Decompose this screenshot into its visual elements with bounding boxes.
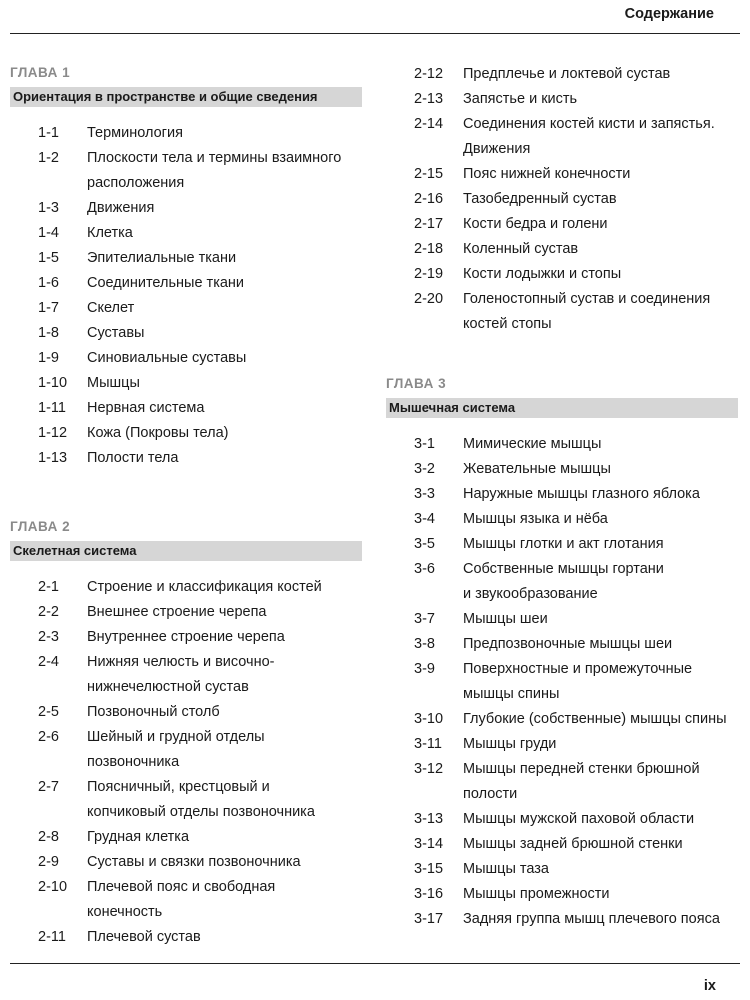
toc-entry-title — [463, 432, 738, 457]
chapter-3 — [386, 373, 738, 932]
toc-entry — [10, 446, 362, 471]
toc-entry-number: 1-8 — [38, 325, 59, 341]
toc-entry-title-line: Мышцы передней стенки брюшной — [463, 761, 700, 777]
toc-entry-title-line: Скелет — [87, 300, 135, 316]
toc-entry — [10, 146, 362, 196]
toc-entry-number: 1-11 — [38, 400, 66, 416]
toc-entry-title-line: Синовиальные суставы — [87, 350, 247, 366]
toc-entry-title — [87, 775, 362, 825]
toc-entry-title-line: Позвоночный столб — [87, 704, 220, 720]
toc-entry-title-line: Коленный сустав — [463, 241, 579, 257]
toc-entry-title — [463, 757, 738, 807]
toc-entry-title-line: костей стопы — [463, 316, 552, 332]
toc-entry-title-line: Плоскости тела и термины взаимного — [87, 150, 342, 166]
chapter-title: Мышечная система — [386, 398, 738, 418]
toc-entry-number: 2-20 — [414, 291, 444, 307]
toc-list — [386, 432, 738, 932]
toc-entry-number: 1-1 — [38, 125, 59, 141]
toc-entry — [10, 346, 362, 371]
toc-entry-title — [463, 62, 738, 87]
toc-entry-title-line: мышцы спины — [463, 686, 560, 702]
toc-entry — [386, 907, 738, 932]
toc-entry-title — [87, 875, 362, 925]
toc-entry-title-line: Мышцы таза — [463, 861, 549, 877]
toc-entry-title — [463, 557, 738, 607]
toc-entry-title-line: копчиковый отделы позвоночника — [87, 804, 315, 820]
toc-entry — [10, 650, 362, 700]
toc-entry — [10, 296, 362, 321]
toc-entry-number: 1-10 — [38, 375, 68, 391]
toc-entry — [10, 600, 362, 625]
toc-entry — [10, 775, 362, 825]
toc-entry-title-line: Полости тела — [87, 450, 179, 466]
toc-entry — [386, 237, 738, 262]
toc-entry-title-line: Голеностопный сустав и соединения — [463, 291, 711, 307]
toc-entry — [10, 925, 362, 950]
toc-entry-number: 2-14 — [414, 116, 444, 132]
toc-entry — [10, 321, 362, 346]
toc-entry-title — [87, 346, 362, 371]
toc-entry-title — [87, 146, 362, 196]
toc-entry-title — [463, 262, 738, 287]
toc-entry-title — [463, 457, 738, 482]
toc-entry-title — [87, 925, 362, 950]
toc-entry-number: 3-4 — [414, 511, 435, 527]
toc-entry-title — [87, 446, 362, 471]
toc-entry-title-line: Мышцы груди — [463, 736, 557, 752]
toc-entry-title-line: Поясничный, крестцовый и — [87, 779, 270, 795]
chapter-label: ГЛАВА 2 — [10, 519, 71, 534]
toc-entry-number: 3-17 — [414, 911, 444, 927]
toc-entry-title — [463, 657, 738, 707]
toc-entry-title-line: Соединения костей кисти и запястья. — [463, 116, 715, 132]
toc-entry-title-line: Мышцы задней брюшной стенки — [463, 836, 683, 852]
left-column — [10, 62, 362, 950]
toc-entry-number: 2-1 — [38, 579, 59, 595]
toc-entry — [386, 482, 738, 507]
toc-entry-title — [87, 600, 362, 625]
toc-entry-title — [463, 287, 738, 337]
toc-entry — [386, 112, 738, 162]
toc-entry-number: 2-4 — [38, 654, 59, 670]
toc-entry — [386, 212, 738, 237]
toc-list — [10, 575, 362, 950]
toc-entry-title-line: Соединительные ткани — [87, 275, 245, 291]
toc-entry-title-line: Грудная клетка — [87, 829, 190, 845]
toc-entry-number: 2-10 — [38, 879, 68, 895]
toc-entry-title — [87, 246, 362, 271]
toc-entry-title-line: Мышцы языка и нёба — [463, 511, 608, 527]
toc-entry-number: 3-5 — [414, 536, 435, 552]
toc-entry-number: 3-13 — [414, 811, 444, 827]
toc-entry — [10, 725, 362, 775]
toc-entry-title-line: Кости лодыжки и стопы — [463, 266, 622, 282]
toc-entry-number: 2-11 — [38, 929, 66, 945]
toc-entry-title-line: Строение и классификация костей — [87, 579, 322, 595]
toc-entry — [386, 707, 738, 732]
toc-entry-number: 3-1 — [414, 436, 435, 452]
toc-entry-title-line: Клетка — [87, 225, 133, 241]
toc-entry-number: 2-2 — [38, 604, 59, 620]
toc-entry — [10, 396, 362, 421]
toc-entry-title — [463, 162, 738, 187]
toc-entry-title-line: Мышцы промежности — [463, 886, 610, 902]
toc-entry-title-line: конечность — [87, 904, 163, 920]
toc-entry-title — [463, 632, 738, 657]
toc-entry-number: 2-7 — [38, 779, 59, 795]
toc-entry-title — [87, 700, 362, 725]
toc-entry-number: 2-19 — [414, 266, 444, 282]
toc-entry — [10, 121, 362, 146]
toc-list — [10, 121, 362, 471]
toc-entry — [386, 187, 738, 212]
chapter-label: ГЛАВА 3 — [386, 376, 447, 391]
toc-entry-number: 3-10 — [414, 711, 444, 727]
toc-entry-title-line: Суставы — [87, 325, 145, 341]
toc-entry-number: 2-12 — [414, 66, 444, 82]
toc-entry-title-line: Кости бедра и голени — [463, 216, 608, 232]
toc-entry-title-line: Мышцы — [87, 375, 140, 391]
toc-entry-title — [87, 271, 362, 296]
toc-entry-number: 2-6 — [38, 729, 59, 745]
toc-entry-title-line: Запястье и кисть — [463, 91, 578, 107]
toc-entry-number: 3-15 — [414, 861, 444, 877]
toc-entry-title — [87, 296, 362, 321]
chapter-label: ГЛАВА 1 — [10, 65, 71, 80]
toc-entry — [10, 371, 362, 396]
toc-entry-title-line: Внешнее строение черепа — [87, 604, 267, 620]
toc-list-continued — [386, 62, 738, 337]
toc-entry-title — [87, 371, 362, 396]
toc-entry-title-line: Наружные мышцы глазного яблока — [463, 486, 700, 502]
toc-entry-title-line: Глубокие (собственные) мышцы спины — [463, 711, 727, 727]
toc-entry-title-line: Суставы и связки позвоночника — [87, 854, 301, 870]
toc-entry-number: 2-13 — [414, 91, 444, 107]
toc-entry-title — [463, 212, 738, 237]
right-column — [386, 62, 738, 932]
toc-entry-number: 1-6 — [38, 275, 59, 291]
toc-entry-title-line: Пояс нижней конечности — [463, 166, 631, 182]
toc-entry — [10, 825, 362, 850]
toc-entry-title — [463, 607, 738, 632]
toc-entry — [386, 832, 738, 857]
toc-entry-title — [463, 237, 738, 262]
toc-entry-title-line: Нижняя челюсть и височно- — [87, 654, 275, 670]
toc-entry — [10, 625, 362, 650]
toc-entry-title — [463, 832, 738, 857]
toc-entry — [10, 875, 362, 925]
toc-entry — [10, 421, 362, 446]
toc-entry-number: 2-18 — [414, 241, 444, 257]
toc-entry — [386, 757, 738, 807]
toc-entry-title — [87, 396, 362, 421]
toc-entry-title — [87, 196, 362, 221]
chapter-title: Ориентация в пространстве и общие сведения — [10, 87, 362, 107]
toc-entry-title — [87, 825, 362, 850]
toc-entry-title — [87, 221, 362, 246]
toc-entry — [386, 632, 738, 657]
toc-entry-title-line: Внутреннее строение черепа — [87, 629, 285, 645]
page-header-title: Содержание — [624, 6, 714, 22]
toc-entry-title — [87, 121, 362, 146]
toc-entry-number: 2-17 — [414, 216, 444, 232]
toc-entry-title — [87, 421, 362, 446]
toc-entry-title — [463, 482, 738, 507]
toc-entry-title-line: и звукообразование — [463, 586, 598, 602]
toc-entry — [386, 432, 738, 457]
footer-rule — [10, 963, 740, 964]
toc-entry-number: 1-4 — [38, 225, 59, 241]
toc-entry-title-line: полости — [463, 786, 518, 802]
toc-entry-title — [463, 807, 738, 832]
toc-entry-number: 3-3 — [414, 486, 435, 502]
toc-entry-title-line: Мышцы мужской паховой области — [463, 811, 695, 827]
toc-entry — [386, 532, 738, 557]
toc-entry-title — [463, 857, 738, 882]
toc-entry-number: 2-3 — [38, 629, 59, 645]
toc-entry — [386, 557, 738, 607]
toc-entry-title-line: Движения — [87, 200, 155, 216]
toc-entry-title — [463, 907, 738, 932]
toc-entry-title — [463, 707, 738, 732]
toc-entry — [386, 657, 738, 707]
toc-entry-title — [87, 850, 362, 875]
toc-entry-title — [463, 732, 738, 757]
toc-entry-title-line: Мышцы шеи — [463, 611, 548, 627]
toc-entry-title — [463, 112, 738, 162]
toc-entry-number: 1-12 — [38, 425, 68, 441]
toc-entry-title-line: Плечевой сустав — [87, 929, 201, 945]
toc-entry — [10, 575, 362, 600]
toc-entry — [386, 507, 738, 532]
toc-entry — [386, 882, 738, 907]
toc-entry-title-line: Нервная система — [87, 400, 205, 416]
toc-entry-title-line: Шейный и грудной отделы — [87, 729, 265, 745]
toc-entry-number: 3-12 — [414, 761, 444, 777]
toc-entry-title-line: расположения — [87, 175, 185, 191]
header-rule — [10, 33, 740, 34]
toc-entry-number: 2-15 — [414, 166, 444, 182]
toc-entry-title-line: Эпителиальные ткани — [87, 250, 237, 266]
toc-entry — [10, 246, 362, 271]
toc-entry-number: 1-2 — [38, 150, 59, 166]
toc-entry-title-line: Собственные мышцы гортани — [463, 561, 664, 577]
toc-entry-title — [87, 650, 362, 700]
toc-entry-title-line: нижнечелюстной сустав — [87, 679, 249, 695]
toc-entry-number: 1-7 — [38, 300, 59, 316]
toc-entry-number: 3-8 — [414, 636, 435, 652]
toc-entry — [10, 850, 362, 875]
toc-entry-title — [463, 532, 738, 557]
toc-entry — [386, 607, 738, 632]
toc-entry-title-line: Предплечье и локтевой сустав — [463, 66, 671, 82]
toc-entry — [386, 287, 738, 337]
toc-entry — [386, 262, 738, 287]
toc-entry-number: 2-8 — [38, 829, 59, 845]
toc-entry — [10, 271, 362, 296]
page-number: ix — [703, 978, 716, 994]
toc-entry-number: 2-9 — [38, 854, 59, 870]
toc-entry-title-line: Тазобедренный сустав — [463, 191, 617, 207]
toc-entry — [10, 196, 362, 221]
toc-entry-title-line: Поверхностные и промежуточные — [463, 661, 693, 677]
toc-entry-title — [87, 625, 362, 650]
toc-entry-number: 2-16 — [414, 191, 444, 207]
toc-entry-number: 3-9 — [414, 661, 435, 677]
toc-entry-title-line: Терминология — [87, 125, 183, 141]
chapter-1 — [10, 62, 362, 471]
toc-entry — [386, 807, 738, 832]
toc-entry-title-line: Задняя группа мышц плечевого пояса — [463, 911, 720, 927]
toc-entry-number: 1-3 — [38, 200, 59, 216]
toc-entry-title — [87, 575, 362, 600]
toc-entry-number: 3-16 — [414, 886, 444, 902]
toc-entry — [386, 162, 738, 187]
toc-entry — [386, 457, 738, 482]
toc-entry — [386, 732, 738, 757]
toc-entry-title-line: Плечевой пояс и свободная — [87, 879, 276, 895]
toc-entry-title-line: Кожа (Покровы тела) — [87, 425, 229, 441]
toc-entry-title-line: Жевательные мышцы — [463, 461, 611, 477]
toc-entry — [10, 221, 362, 246]
toc-entry-number: 3-11 — [414, 736, 442, 752]
toc-entry-title-line: Предпозвоночные мышцы шеи — [463, 636, 673, 652]
toc-entry-number: 3-14 — [414, 836, 444, 852]
chapter-2 — [10, 516, 362, 950]
toc-entry-number: 1-5 — [38, 250, 59, 266]
toc-entry-title — [463, 87, 738, 112]
toc-entry-title — [463, 882, 738, 907]
toc-entry-number: 2-5 — [38, 704, 59, 720]
chapter-title: Скелетная система — [10, 541, 362, 561]
toc-entry — [386, 62, 738, 87]
toc-entry — [386, 857, 738, 882]
toc-entry-title-line: позвоночника — [87, 754, 180, 770]
toc-entry — [10, 700, 362, 725]
toc-entry-title — [87, 725, 362, 775]
toc-entry-number: 3-6 — [414, 561, 435, 577]
toc-entry-number: 3-2 — [414, 461, 435, 477]
toc-entry-number: 3-7 — [414, 611, 435, 627]
toc-entry-title — [463, 187, 738, 212]
toc-entry-title — [463, 507, 738, 532]
toc-entry-title-line: Мышцы глотки и акт глотания — [463, 536, 664, 552]
toc-entry-number: 1-13 — [38, 450, 68, 466]
toc-entry-title-line: Мимические мышцы — [463, 436, 602, 452]
toc-entry — [386, 87, 738, 112]
toc-entry-number: 1-9 — [38, 350, 59, 366]
toc-entry-title — [87, 321, 362, 346]
toc-entry-title-line: Движения — [463, 141, 531, 157]
